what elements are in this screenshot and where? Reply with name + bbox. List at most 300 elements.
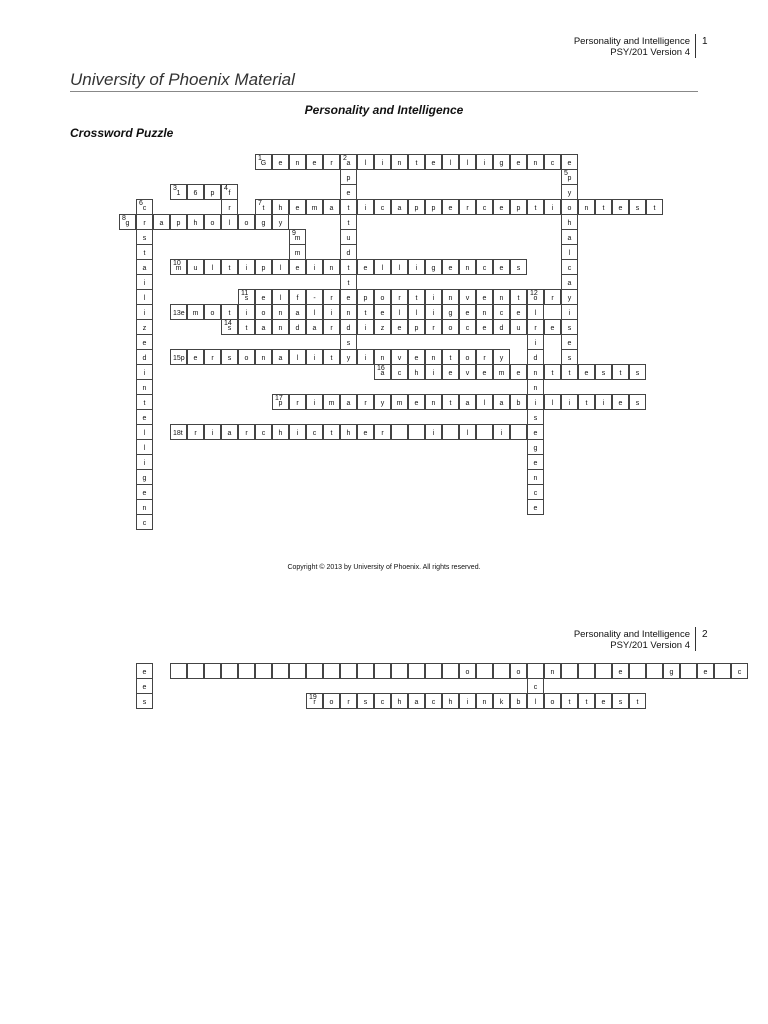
crossword-cell[interactable] (136, 379, 153, 395)
crossword-cell[interactable] (323, 199, 340, 215)
crossword-cell[interactable] (323, 693, 340, 709)
crossword-cell[interactable] (136, 304, 153, 320)
crossword-cell[interactable] (425, 154, 442, 170)
crossword-cell[interactable] (221, 304, 238, 320)
crossword-cell[interactable] (493, 154, 510, 170)
crossword-cell[interactable] (408, 199, 425, 215)
crossword-cell[interactable] (289, 199, 306, 215)
crossword-cell[interactable] (255, 349, 272, 365)
crossword-cell[interactable] (187, 663, 204, 679)
crossword-cell[interactable] (459, 319, 476, 335)
crossword-cell[interactable] (187, 259, 204, 275)
crossword-cell[interactable] (459, 424, 476, 440)
crossword-cell[interactable] (476, 199, 493, 215)
crossword-cell[interactable] (408, 364, 425, 380)
crossword-cell[interactable] (136, 319, 153, 335)
crossword-cell[interactable] (374, 349, 391, 365)
crossword-cell[interactable] (136, 663, 153, 679)
crossword-cell[interactable] (493, 304, 510, 320)
crossword-cell[interactable] (238, 304, 255, 320)
crossword-cell[interactable] (306, 304, 323, 320)
crossword-cell[interactable] (442, 364, 459, 380)
crossword-cell[interactable] (357, 259, 374, 275)
crossword-cell[interactable] (408, 154, 425, 170)
crossword-cell[interactable] (476, 364, 493, 380)
crossword-cell[interactable] (374, 394, 391, 410)
crossword-cell[interactable] (374, 304, 391, 320)
crossword-cell[interactable] (578, 693, 595, 709)
crossword-cell[interactable] (136, 364, 153, 380)
crossword-cell[interactable] (510, 693, 527, 709)
crossword-cell[interactable] (357, 319, 374, 335)
crossword-cell[interactable] (510, 663, 527, 679)
crossword-cell[interactable] (612, 364, 629, 380)
crossword-cell[interactable] (340, 274, 357, 290)
crossword-cell[interactable] (170, 184, 187, 200)
crossword-cell[interactable] (561, 349, 578, 365)
crossword-cell[interactable] (340, 154, 357, 170)
crossword-cell[interactable] (340, 199, 357, 215)
crossword-cell[interactable] (204, 349, 221, 365)
crossword-cell[interactable] (544, 154, 561, 170)
crossword-cell[interactable] (391, 154, 408, 170)
crossword-cell[interactable] (493, 693, 510, 709)
crossword-cell[interactable] (306, 349, 323, 365)
crossword-cell[interactable] (527, 678, 544, 694)
crossword-cell[interactable] (476, 289, 493, 305)
crossword-cell[interactable] (272, 424, 289, 440)
crossword-cell[interactable] (187, 184, 204, 200)
crossword-cell[interactable] (476, 663, 493, 679)
crossword-cell[interactable] (289, 424, 306, 440)
crossword-cell[interactable] (442, 394, 459, 410)
crossword-cell[interactable] (187, 349, 204, 365)
crossword-cell[interactable] (340, 349, 357, 365)
crossword-cell[interactable] (629, 663, 646, 679)
crossword-cell[interactable] (459, 154, 476, 170)
crossword-cell[interactable] (561, 229, 578, 245)
crossword-cell[interactable] (442, 199, 459, 215)
crossword-cell[interactable] (442, 349, 459, 365)
crossword-cell[interactable] (272, 663, 289, 679)
crossword-cell[interactable] (323, 154, 340, 170)
crossword-cell[interactable] (170, 304, 187, 320)
crossword-cell[interactable] (391, 199, 408, 215)
crossword-cell[interactable] (680, 663, 697, 679)
crossword-cell[interactable] (527, 379, 544, 395)
crossword-cell[interactable] (442, 693, 459, 709)
crossword-cell[interactable] (289, 319, 306, 335)
crossword-cell[interactable] (306, 394, 323, 410)
crossword-cell[interactable] (136, 214, 153, 230)
crossword-cell[interactable] (391, 319, 408, 335)
crossword-cell[interactable] (561, 274, 578, 290)
crossword-cell[interactable] (595, 693, 612, 709)
crossword-cell[interactable] (493, 364, 510, 380)
crossword-cell[interactable] (272, 199, 289, 215)
crossword-cell[interactable] (289, 304, 306, 320)
crossword-cell[interactable] (374, 259, 391, 275)
crossword-cell[interactable] (578, 199, 595, 215)
crossword-cell[interactable] (408, 424, 425, 440)
crossword-cell[interactable] (323, 663, 340, 679)
crossword-cell[interactable] (136, 394, 153, 410)
crossword-cell[interactable] (510, 304, 527, 320)
crossword-cell[interactable] (374, 424, 391, 440)
crossword-cell[interactable] (187, 214, 204, 230)
crossword-cell[interactable] (221, 424, 238, 440)
crossword-cell[interactable] (136, 244, 153, 260)
crossword-cell[interactable] (612, 693, 629, 709)
crossword-cell[interactable] (425, 319, 442, 335)
crossword-cell[interactable] (442, 319, 459, 335)
crossword-cell[interactable] (510, 319, 527, 335)
crossword-cell[interactable] (357, 304, 374, 320)
crossword-cell[interactable] (374, 319, 391, 335)
crossword-cell[interactable] (408, 693, 425, 709)
crossword-cell[interactable] (238, 663, 255, 679)
crossword-cell[interactable] (221, 319, 238, 335)
crossword-cell[interactable] (527, 409, 544, 425)
crossword-cell[interactable] (595, 663, 612, 679)
crossword-cell[interactable] (238, 424, 255, 440)
crossword-cell[interactable] (170, 663, 187, 679)
crossword-cell[interactable] (391, 259, 408, 275)
crossword-cell[interactable] (340, 304, 357, 320)
crossword-cell[interactable] (527, 484, 544, 500)
crossword-cell[interactable] (340, 244, 357, 260)
crossword-cell[interactable] (595, 199, 612, 215)
crossword-cell[interactable] (629, 693, 646, 709)
crossword-cell[interactable] (527, 454, 544, 470)
crossword-cell[interactable] (510, 154, 527, 170)
crossword-cell[interactable] (272, 304, 289, 320)
crossword-cell[interactable] (136, 229, 153, 245)
crossword-cell[interactable] (476, 319, 493, 335)
crossword-cell[interactable] (340, 334, 357, 350)
crossword-cell[interactable] (204, 304, 221, 320)
crossword-cell[interactable] (357, 663, 374, 679)
crossword-cell[interactable] (306, 693, 323, 709)
crossword-cell[interactable] (136, 274, 153, 290)
crossword-cell[interactable] (408, 304, 425, 320)
crossword-cell[interactable] (136, 289, 153, 305)
crossword-cell[interactable] (289, 394, 306, 410)
crossword-cell[interactable] (187, 424, 204, 440)
crossword-cell[interactable] (561, 663, 578, 679)
crossword-cell[interactable] (340, 394, 357, 410)
crossword-cell[interactable] (561, 259, 578, 275)
crossword-cell[interactable] (561, 304, 578, 320)
crossword-cell[interactable] (374, 693, 391, 709)
crossword-cell[interactable] (221, 184, 238, 200)
crossword-cell[interactable] (255, 319, 272, 335)
crossword-cell[interactable] (221, 214, 238, 230)
crossword-cell[interactable] (136, 349, 153, 365)
crossword-cell[interactable] (306, 199, 323, 215)
crossword-cell[interactable] (221, 199, 238, 215)
crossword-cell[interactable] (493, 394, 510, 410)
crossword-cell[interactable] (442, 424, 459, 440)
crossword-cell[interactable] (136, 678, 153, 694)
crossword-cell[interactable] (510, 394, 527, 410)
crossword-cell[interactable] (561, 214, 578, 230)
crossword-cell[interactable] (425, 394, 442, 410)
crossword-cell[interactable] (119, 214, 136, 230)
crossword-cell[interactable] (357, 693, 374, 709)
crossword-cell[interactable] (442, 154, 459, 170)
crossword-cell[interactable] (136, 409, 153, 425)
crossword-cell[interactable] (136, 514, 153, 530)
crossword-cell[interactable] (527, 439, 544, 455)
crossword-cell[interactable] (425, 424, 442, 440)
crossword-cell[interactable] (527, 304, 544, 320)
crossword-cell[interactable] (527, 199, 544, 215)
crossword-cell[interactable] (544, 663, 561, 679)
crossword-cell[interactable] (442, 663, 459, 679)
crossword-cell[interactable] (595, 394, 612, 410)
crossword-cell[interactable] (391, 304, 408, 320)
crossword-cell[interactable] (340, 259, 357, 275)
crossword-cell[interactable] (493, 424, 510, 440)
crossword-cell[interactable] (136, 469, 153, 485)
crossword-cell[interactable] (527, 693, 544, 709)
crossword-cell[interactable] (391, 349, 408, 365)
crossword-cell[interactable] (527, 289, 544, 305)
crossword-cell[interactable] (136, 424, 153, 440)
crossword-cell[interactable] (544, 289, 561, 305)
crossword-cell[interactable] (272, 214, 289, 230)
crossword-cell[interactable] (136, 454, 153, 470)
crossword-cell[interactable] (510, 424, 527, 440)
crossword-cell[interactable] (578, 394, 595, 410)
crossword-cell[interactable] (357, 289, 374, 305)
crossword-cell[interactable] (357, 349, 374, 365)
crossword-cell[interactable] (170, 259, 187, 275)
crossword-cell[interactable] (289, 154, 306, 170)
crossword-cell[interactable] (629, 199, 646, 215)
crossword-cell[interactable] (391, 424, 408, 440)
crossword-cell[interactable] (204, 259, 221, 275)
crossword-cell[interactable] (289, 663, 306, 679)
crossword-cell[interactable] (323, 259, 340, 275)
crossword-cell[interactable] (527, 394, 544, 410)
crossword-cell[interactable] (340, 184, 357, 200)
crossword-cell[interactable] (272, 394, 289, 410)
crossword-cell[interactable] (170, 349, 187, 365)
crossword-cell[interactable] (340, 319, 357, 335)
crossword-cell[interactable] (527, 364, 544, 380)
crossword-cell[interactable] (544, 364, 561, 380)
crossword-cell[interactable] (629, 394, 646, 410)
crossword-cell[interactable] (697, 663, 714, 679)
crossword-cell[interactable] (323, 349, 340, 365)
crossword-cell[interactable] (476, 349, 493, 365)
crossword-cell[interactable] (493, 663, 510, 679)
crossword-cell[interactable] (170, 424, 187, 440)
crossword-cell[interactable] (442, 289, 459, 305)
crossword-cell[interactable] (612, 394, 629, 410)
crossword-cell[interactable] (408, 349, 425, 365)
crossword-cell[interactable] (561, 154, 578, 170)
crossword-cell[interactable] (527, 499, 544, 515)
crossword-cell[interactable] (476, 304, 493, 320)
crossword-cell[interactable] (561, 244, 578, 260)
crossword-cell[interactable] (425, 364, 442, 380)
crossword-cell[interactable] (544, 199, 561, 215)
crossword-cell[interactable] (561, 319, 578, 335)
crossword-cell[interactable] (391, 394, 408, 410)
crossword-cell[interactable] (340, 169, 357, 185)
crossword-cell[interactable] (272, 154, 289, 170)
crossword-cell[interactable] (153, 214, 170, 230)
crossword-cell[interactable] (561, 169, 578, 185)
crossword-cell[interactable] (493, 199, 510, 215)
crossword-cell[interactable] (204, 184, 221, 200)
crossword-cell[interactable] (323, 394, 340, 410)
crossword-cell[interactable] (340, 693, 357, 709)
crossword-cell[interactable] (255, 289, 272, 305)
crossword-cell[interactable] (255, 199, 272, 215)
crossword-cell[interactable] (340, 214, 357, 230)
crossword-cell[interactable] (527, 663, 544, 679)
crossword-cell[interactable] (510, 289, 527, 305)
crossword-cell[interactable] (323, 304, 340, 320)
crossword-cell[interactable] (187, 304, 204, 320)
crossword-cell[interactable] (357, 154, 374, 170)
crossword-cell[interactable] (238, 289, 255, 305)
crossword-cell[interactable] (425, 259, 442, 275)
crossword-cell[interactable] (136, 334, 153, 350)
crossword-cell[interactable] (289, 289, 306, 305)
crossword-cell[interactable] (476, 259, 493, 275)
crossword-cell[interactable] (527, 469, 544, 485)
crossword-cell[interactable] (459, 663, 476, 679)
crossword-cell[interactable] (646, 199, 663, 215)
crossword-cell[interactable] (425, 199, 442, 215)
crossword-cell[interactable] (374, 364, 391, 380)
crossword-cell[interactable] (306, 663, 323, 679)
crossword-cell[interactable] (561, 364, 578, 380)
crossword-cell[interactable] (425, 663, 442, 679)
crossword-cell[interactable] (493, 289, 510, 305)
crossword-cell[interactable] (289, 349, 306, 365)
crossword-cell[interactable] (459, 693, 476, 709)
crossword-cell[interactable] (289, 244, 306, 260)
crossword-cell[interactable] (221, 663, 238, 679)
crossword-cell[interactable] (357, 394, 374, 410)
crossword-cell[interactable] (136, 499, 153, 515)
crossword-cell[interactable] (527, 154, 544, 170)
crossword-cell[interactable] (374, 199, 391, 215)
crossword-cell[interactable] (527, 424, 544, 440)
crossword-cell[interactable] (272, 259, 289, 275)
crossword-cell[interactable] (255, 154, 272, 170)
crossword-cell[interactable] (527, 334, 544, 350)
crossword-cell[interactable] (527, 349, 544, 365)
crossword-cell[interactable] (323, 289, 340, 305)
crossword-cell[interactable] (561, 693, 578, 709)
crossword-cell[interactable] (391, 289, 408, 305)
crossword-cell[interactable] (510, 364, 527, 380)
crossword-cell[interactable] (340, 663, 357, 679)
crossword-cell[interactable] (408, 663, 425, 679)
crossword-cell[interactable] (510, 199, 527, 215)
crossword-cell[interactable] (476, 394, 493, 410)
crossword-cell[interactable] (561, 289, 578, 305)
crossword-cell[interactable] (459, 304, 476, 320)
crossword-cell[interactable] (136, 484, 153, 500)
crossword-cell[interactable] (391, 663, 408, 679)
crossword-cell[interactable] (408, 289, 425, 305)
crossword-cell[interactable] (595, 364, 612, 380)
crossword-cell[interactable] (306, 259, 323, 275)
crossword-cell[interactable] (408, 394, 425, 410)
crossword-cell[interactable] (544, 394, 561, 410)
crossword-cell[interactable] (612, 663, 629, 679)
crossword-cell[interactable] (306, 154, 323, 170)
crossword-cell[interactable] (510, 259, 527, 275)
crossword-cell[interactable] (374, 663, 391, 679)
crossword-cell[interactable] (204, 214, 221, 230)
crossword-cell[interactable] (306, 319, 323, 335)
crossword-cell[interactable] (221, 259, 238, 275)
crossword-cell[interactable] (170, 214, 187, 230)
crossword-cell[interactable] (255, 259, 272, 275)
crossword-cell[interactable] (272, 319, 289, 335)
crossword-cell[interactable] (204, 424, 221, 440)
crossword-cell[interactable] (476, 693, 493, 709)
crossword-cell[interactable] (459, 394, 476, 410)
crossword-cell[interactable] (136, 693, 153, 709)
crossword-cell[interactable] (476, 424, 493, 440)
crossword-cell[interactable] (357, 424, 374, 440)
crossword-cell[interactable] (459, 364, 476, 380)
crossword-cell[interactable] (714, 663, 731, 679)
crossword-cell[interactable] (544, 693, 561, 709)
crossword-cell[interactable] (425, 304, 442, 320)
crossword-cell[interactable] (425, 349, 442, 365)
crossword-cell[interactable] (459, 259, 476, 275)
crossword-cell[interactable] (629, 364, 646, 380)
crossword-cell[interactable] (459, 199, 476, 215)
crossword-cell[interactable] (561, 394, 578, 410)
crossword-cell[interactable] (578, 364, 595, 380)
crossword-cell[interactable] (238, 214, 255, 230)
crossword-cell[interactable] (493, 319, 510, 335)
crossword-cell[interactable] (408, 319, 425, 335)
crossword-cell[interactable] (527, 319, 544, 335)
crossword-cell[interactable] (255, 304, 272, 320)
crossword-cell[interactable] (136, 439, 153, 455)
crossword-cell[interactable] (255, 663, 272, 679)
crossword-cell[interactable] (255, 214, 272, 230)
crossword-cell[interactable] (357, 199, 374, 215)
crossword-cell[interactable] (561, 334, 578, 350)
crossword-cell[interactable] (459, 289, 476, 305)
crossword-cell[interactable] (391, 693, 408, 709)
crossword-cell[interactable] (323, 424, 340, 440)
crossword-cell[interactable] (374, 289, 391, 305)
crossword-cell[interactable] (289, 259, 306, 275)
crossword-cell[interactable] (374, 154, 391, 170)
crossword-cell[interactable] (238, 319, 255, 335)
crossword-cell[interactable] (442, 259, 459, 275)
crossword-cell[interactable] (136, 199, 153, 215)
crossword-cell[interactable] (136, 259, 153, 275)
crossword-cell[interactable] (612, 199, 629, 215)
crossword-cell[interactable] (221, 349, 238, 365)
